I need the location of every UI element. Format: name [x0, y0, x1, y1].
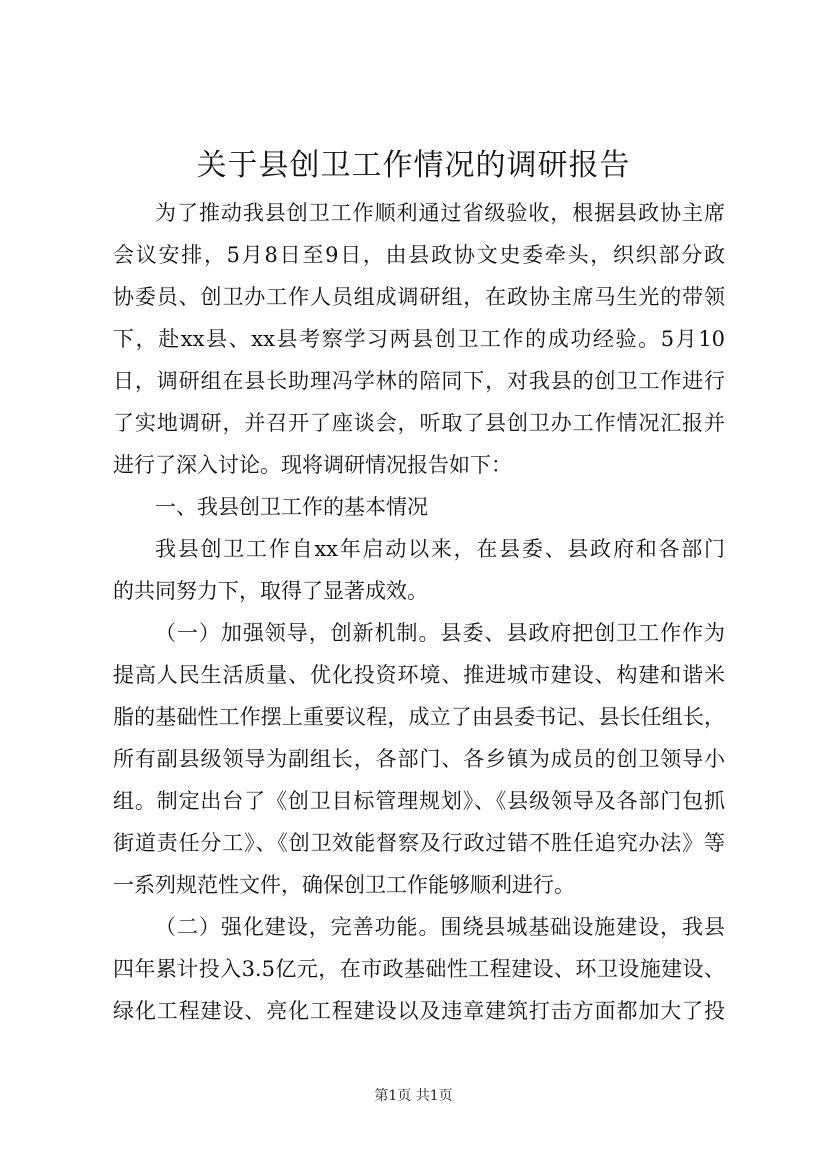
section-heading: 一、我县创卫工作的基本情况 — [155, 495, 428, 519]
paragraph-line: 协委员、创卫办工作人员组成调研组，在政协主席马生光的带领 — [113, 285, 725, 309]
paragraph-line: 的共同努力下，取得了显著成效。 — [113, 579, 428, 603]
page-number-footer: 第1页 共1页 — [374, 1088, 453, 1104]
paragraph-line: （二）强化建设，完善功能。围绕县城基础设施建设，我县 — [155, 915, 725, 939]
paragraph-line: 我县创卫工作自xx年启动以来，在县委、县政府和各部门 — [155, 537, 725, 561]
paragraph-line: （一）加强领导，创新机制。县委、县政府把创卫工作作为 — [155, 621, 725, 645]
paragraph-line: 进行了深入讨论。现将调研情况报告如下： — [113, 453, 512, 477]
paragraph-line: 街道责任分工》、《创卫效能督察及行政过错不胜任追究办法》等 — [113, 831, 725, 855]
paragraph-line: 绿化工程建设、亮化工程建设以及违章建筑打击方面都加大了投 — [113, 999, 725, 1023]
paragraph-line: 日，调研组在县长助理冯学林的陪同下，对我县的创卫工作进行 — [113, 369, 725, 393]
paragraph-line: 下，赴xx县、xx县考察学习两县创卫工作的成功经验。5月10 — [113, 327, 725, 351]
paragraph-line: 组。制定出台了《创卫目标管理规划》、《县级领导及各部门包抓 — [113, 789, 725, 813]
document-title: 关于县创卫工作情况的调研报告 — [196, 148, 631, 183]
paragraph-line: 了实地调研，并召开了座谈会，听取了县创卫办工作情况汇报并 — [113, 411, 725, 435]
paragraph-line: 为了推动我县创卫工作顺利通过省级验收，根据县政协主席 — [155, 201, 725, 225]
paragraph-line: 一系列规范性文件，确保创卫工作能够顺利进行。 — [113, 873, 575, 897]
document-body — [113, 192, 725, 1032]
paragraph-line: 脂的基础性工作摆上重要议程，成立了由县委书记、县长任组长， — [113, 705, 725, 729]
paragraph-line: 所有副县级领导为副组长，各部门、各乡镇为成员的创卫领导小 — [113, 747, 725, 771]
paragraph-line: 提高人民生活质量、优化投资环境、推进城市建设、构建和谐米 — [113, 663, 725, 687]
paragraph-line: 会议安排，5月8日至9日，由县政协文史委牵头，织织部分政 — [113, 243, 725, 267]
paragraph-line: 四年累计投入3.5亿元，在市政基础性工程建设、环卫设施建设、 — [113, 957, 725, 981]
